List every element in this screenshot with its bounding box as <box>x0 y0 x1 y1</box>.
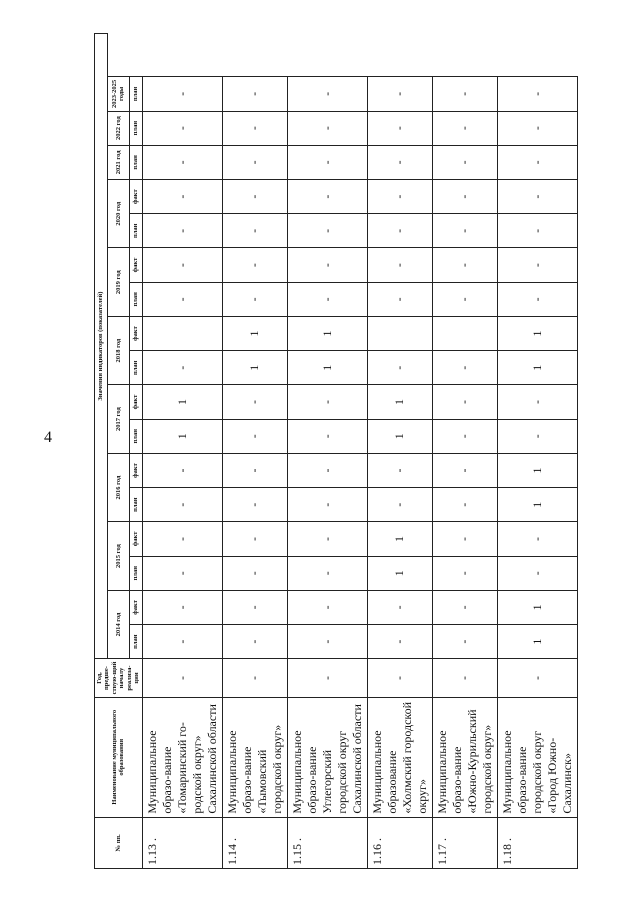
indicator-value: - <box>222 179 287 213</box>
indicator-value: - <box>432 556 497 590</box>
indicator-value: - <box>142 145 222 179</box>
indicator-value: - <box>367 77 432 111</box>
indicator-value: 1 <box>287 351 367 385</box>
indicator-value: - <box>222 453 287 487</box>
start-year-value: - <box>142 659 222 698</box>
header-year-group: 2021 год <box>107 145 129 179</box>
municipality-name: Муниципальное образо-вание «Южно-Курильский городской округ» <box>432 697 497 817</box>
indicator-value: - <box>432 385 497 419</box>
header-plan: план <box>129 214 142 248</box>
indicator-value: - <box>497 385 577 419</box>
header-plan: план <box>129 625 142 659</box>
indicator-value: 1 <box>287 316 367 350</box>
municipality-name: Муниципальное образование «Холмский городской округ» <box>367 697 432 817</box>
table-row <box>497 34 577 869</box>
indicator-value: - <box>287 248 367 282</box>
indicator-value: - <box>287 488 367 522</box>
indicator-value: - <box>497 77 577 111</box>
indicator-value: - <box>367 625 432 659</box>
indicator-value: 1 <box>222 316 287 350</box>
indicator-value: - <box>497 111 577 145</box>
municipality-name: Муниципальное образо-вание «Тымовский городской округ» <box>222 697 287 817</box>
indicator-value: - <box>222 385 287 419</box>
header-plan: план <box>129 282 142 316</box>
indicator-value: - <box>222 248 287 282</box>
header-indicators: Значения индикаторов (показателей) <box>95 34 108 659</box>
header-fact: факт <box>129 385 142 419</box>
indicator-value: - <box>142 282 222 316</box>
indicator-value: 1 <box>497 625 577 659</box>
row-number: 1.15 . <box>287 817 367 868</box>
indicator-value: 1 <box>142 419 222 453</box>
indicator-value <box>142 316 222 350</box>
indicator-value: - <box>222 77 287 111</box>
indicator-value: - <box>432 453 497 487</box>
header-year-group: 2019 год <box>107 248 129 316</box>
indicator-value: - <box>142 488 222 522</box>
indicator-value: - <box>142 625 222 659</box>
table-row <box>367 34 432 869</box>
header-fact: факт <box>129 453 142 487</box>
header-year-group: 2017 год <box>107 385 129 453</box>
row-number: 1.14 . <box>222 817 287 868</box>
indicator-value: - <box>142 522 222 556</box>
header-start-year: Год, предше-ствую-щий началу реализа-ции <box>95 659 143 698</box>
indicator-value: - <box>287 453 367 487</box>
indicator-value: - <box>432 214 497 248</box>
indicator-value: - <box>142 214 222 248</box>
indicator-value: 1 <box>497 488 577 522</box>
indicator-value: - <box>497 248 577 282</box>
indicator-value: - <box>142 77 222 111</box>
header-plan: план <box>129 488 142 522</box>
indicator-value: - <box>287 77 367 111</box>
indicator-value: - <box>432 145 497 179</box>
indicator-value: - <box>497 179 577 213</box>
indicator-value: - <box>222 419 287 453</box>
indicator-value: - <box>142 179 222 213</box>
indicator-value: - <box>142 590 222 624</box>
indicator-value: - <box>367 488 432 522</box>
indicator-value: - <box>222 282 287 316</box>
indicator-value: - <box>142 556 222 590</box>
indicator-value: - <box>497 282 577 316</box>
header-plan: план <box>129 351 142 385</box>
header-plan: план <box>129 77 142 111</box>
indicator-value: - <box>432 248 497 282</box>
header-year-group: 2018 год <box>107 316 129 384</box>
indicator-value: 1 <box>367 522 432 556</box>
indicator-value: - <box>287 556 367 590</box>
indicator-value: - <box>432 625 497 659</box>
indicator-value: 1 <box>367 556 432 590</box>
header-year-group: 2015 год <box>107 522 129 590</box>
indicator-value: - <box>222 214 287 248</box>
header-num: № пп. <box>95 817 143 868</box>
indicator-value: - <box>222 590 287 624</box>
header-year-group: 2016 год <box>107 453 129 521</box>
start-year-value: - <box>432 659 497 698</box>
indicator-value: - <box>432 282 497 316</box>
indicator-value: 1 <box>142 385 222 419</box>
indicator-value: - <box>287 419 367 453</box>
table-body <box>142 34 577 869</box>
header-fact: факт <box>129 316 142 350</box>
row-number: 1.18 . <box>497 817 577 868</box>
indicator-value: - <box>432 590 497 624</box>
indicator-value: - <box>432 488 497 522</box>
indicator-value: - <box>497 522 577 556</box>
indicator-value: - <box>222 522 287 556</box>
indicator-value: - <box>287 625 367 659</box>
indicator-value <box>432 316 497 350</box>
indicator-value: - <box>287 111 367 145</box>
header-year-group: 2014 год <box>107 590 129 658</box>
header-name: Наименование муниципального образования <box>95 697 143 817</box>
indicator-value: - <box>497 214 577 248</box>
indicator-value: - <box>367 145 432 179</box>
indicator-value: - <box>222 556 287 590</box>
indicator-value: 1 <box>497 316 577 350</box>
indicator-value: - <box>287 522 367 556</box>
indicator-value <box>367 316 432 350</box>
indicator-value: - <box>432 111 497 145</box>
start-year-value: - <box>222 659 287 698</box>
indicator-value: - <box>287 590 367 624</box>
start-year-value: - <box>497 659 577 698</box>
indicator-value: - <box>287 145 367 179</box>
indicator-value: - <box>432 179 497 213</box>
start-year-value: - <box>287 659 367 698</box>
header-year-group: 2022 год <box>107 111 129 145</box>
indicator-value: - <box>222 145 287 179</box>
header-fact: факт <box>129 179 142 213</box>
indicator-value: 1 <box>222 351 287 385</box>
indicator-value: 1 <box>497 351 577 385</box>
header-plan: план <box>129 556 142 590</box>
start-year-value: - <box>367 659 432 698</box>
table-row <box>142 34 222 869</box>
indicator-value: - <box>367 214 432 248</box>
municipality-name: Муниципальное образо-вание городской округ «Город Южно-Сахалинск» <box>497 697 577 817</box>
indicator-value: - <box>367 590 432 624</box>
header-plan: план <box>129 145 142 179</box>
municipality-name: Муниципальное образо-вание «Томаринский го-родской округ» Сахалинской области <box>142 697 222 817</box>
indicator-value: - <box>497 419 577 453</box>
indicator-value: - <box>142 111 222 145</box>
indicator-value: - <box>142 453 222 487</box>
indicator-value: - <box>287 282 367 316</box>
indicator-value: - <box>222 111 287 145</box>
page-number: 4 <box>44 429 52 446</box>
header-plan: план <box>129 419 142 453</box>
indicator-value: 1 <box>497 453 577 487</box>
table-row <box>222 34 287 869</box>
indicator-value: 1 <box>367 419 432 453</box>
indicator-value: - <box>432 351 497 385</box>
header-fact: факт <box>129 248 142 282</box>
indicator-value: 1 <box>367 385 432 419</box>
table-row <box>287 34 367 869</box>
indicator-value: - <box>222 625 287 659</box>
header-fact: факт <box>129 590 142 624</box>
indicator-value: - <box>142 248 222 282</box>
indicator-value: - <box>497 145 577 179</box>
rotated-table-container <box>94 33 574 869</box>
indicator-value: - <box>367 282 432 316</box>
indicator-value: - <box>287 385 367 419</box>
header-year-group: 2020 год <box>107 179 129 247</box>
indicators-table <box>94 33 578 869</box>
row-number: 1.13 . <box>142 817 222 868</box>
header-fact: факт <box>129 522 142 556</box>
row-number: 1.17 . <box>432 817 497 868</box>
indicator-value: - <box>287 179 367 213</box>
indicator-value: - <box>367 453 432 487</box>
indicator-value: - <box>367 179 432 213</box>
indicator-value: - <box>432 77 497 111</box>
indicator-value: - <box>222 488 287 522</box>
indicator-value: - <box>142 351 222 385</box>
table-row <box>432 34 497 869</box>
indicator-value: - <box>497 556 577 590</box>
municipality-name: Муниципальное образо-вание Углегорский городской округ Сахалинской области <box>287 697 367 817</box>
indicator-value: - <box>287 214 367 248</box>
indicator-value: - <box>367 248 432 282</box>
indicator-value: - <box>432 522 497 556</box>
indicator-value: 1 <box>497 590 577 624</box>
header-plan: план <box>129 111 142 145</box>
indicator-value: - <box>367 351 432 385</box>
indicator-value: - <box>432 419 497 453</box>
header-year-group: 2023-2025 годы <box>107 77 129 111</box>
row-number: 1.16 . <box>367 817 432 868</box>
indicator-value: - <box>367 111 432 145</box>
